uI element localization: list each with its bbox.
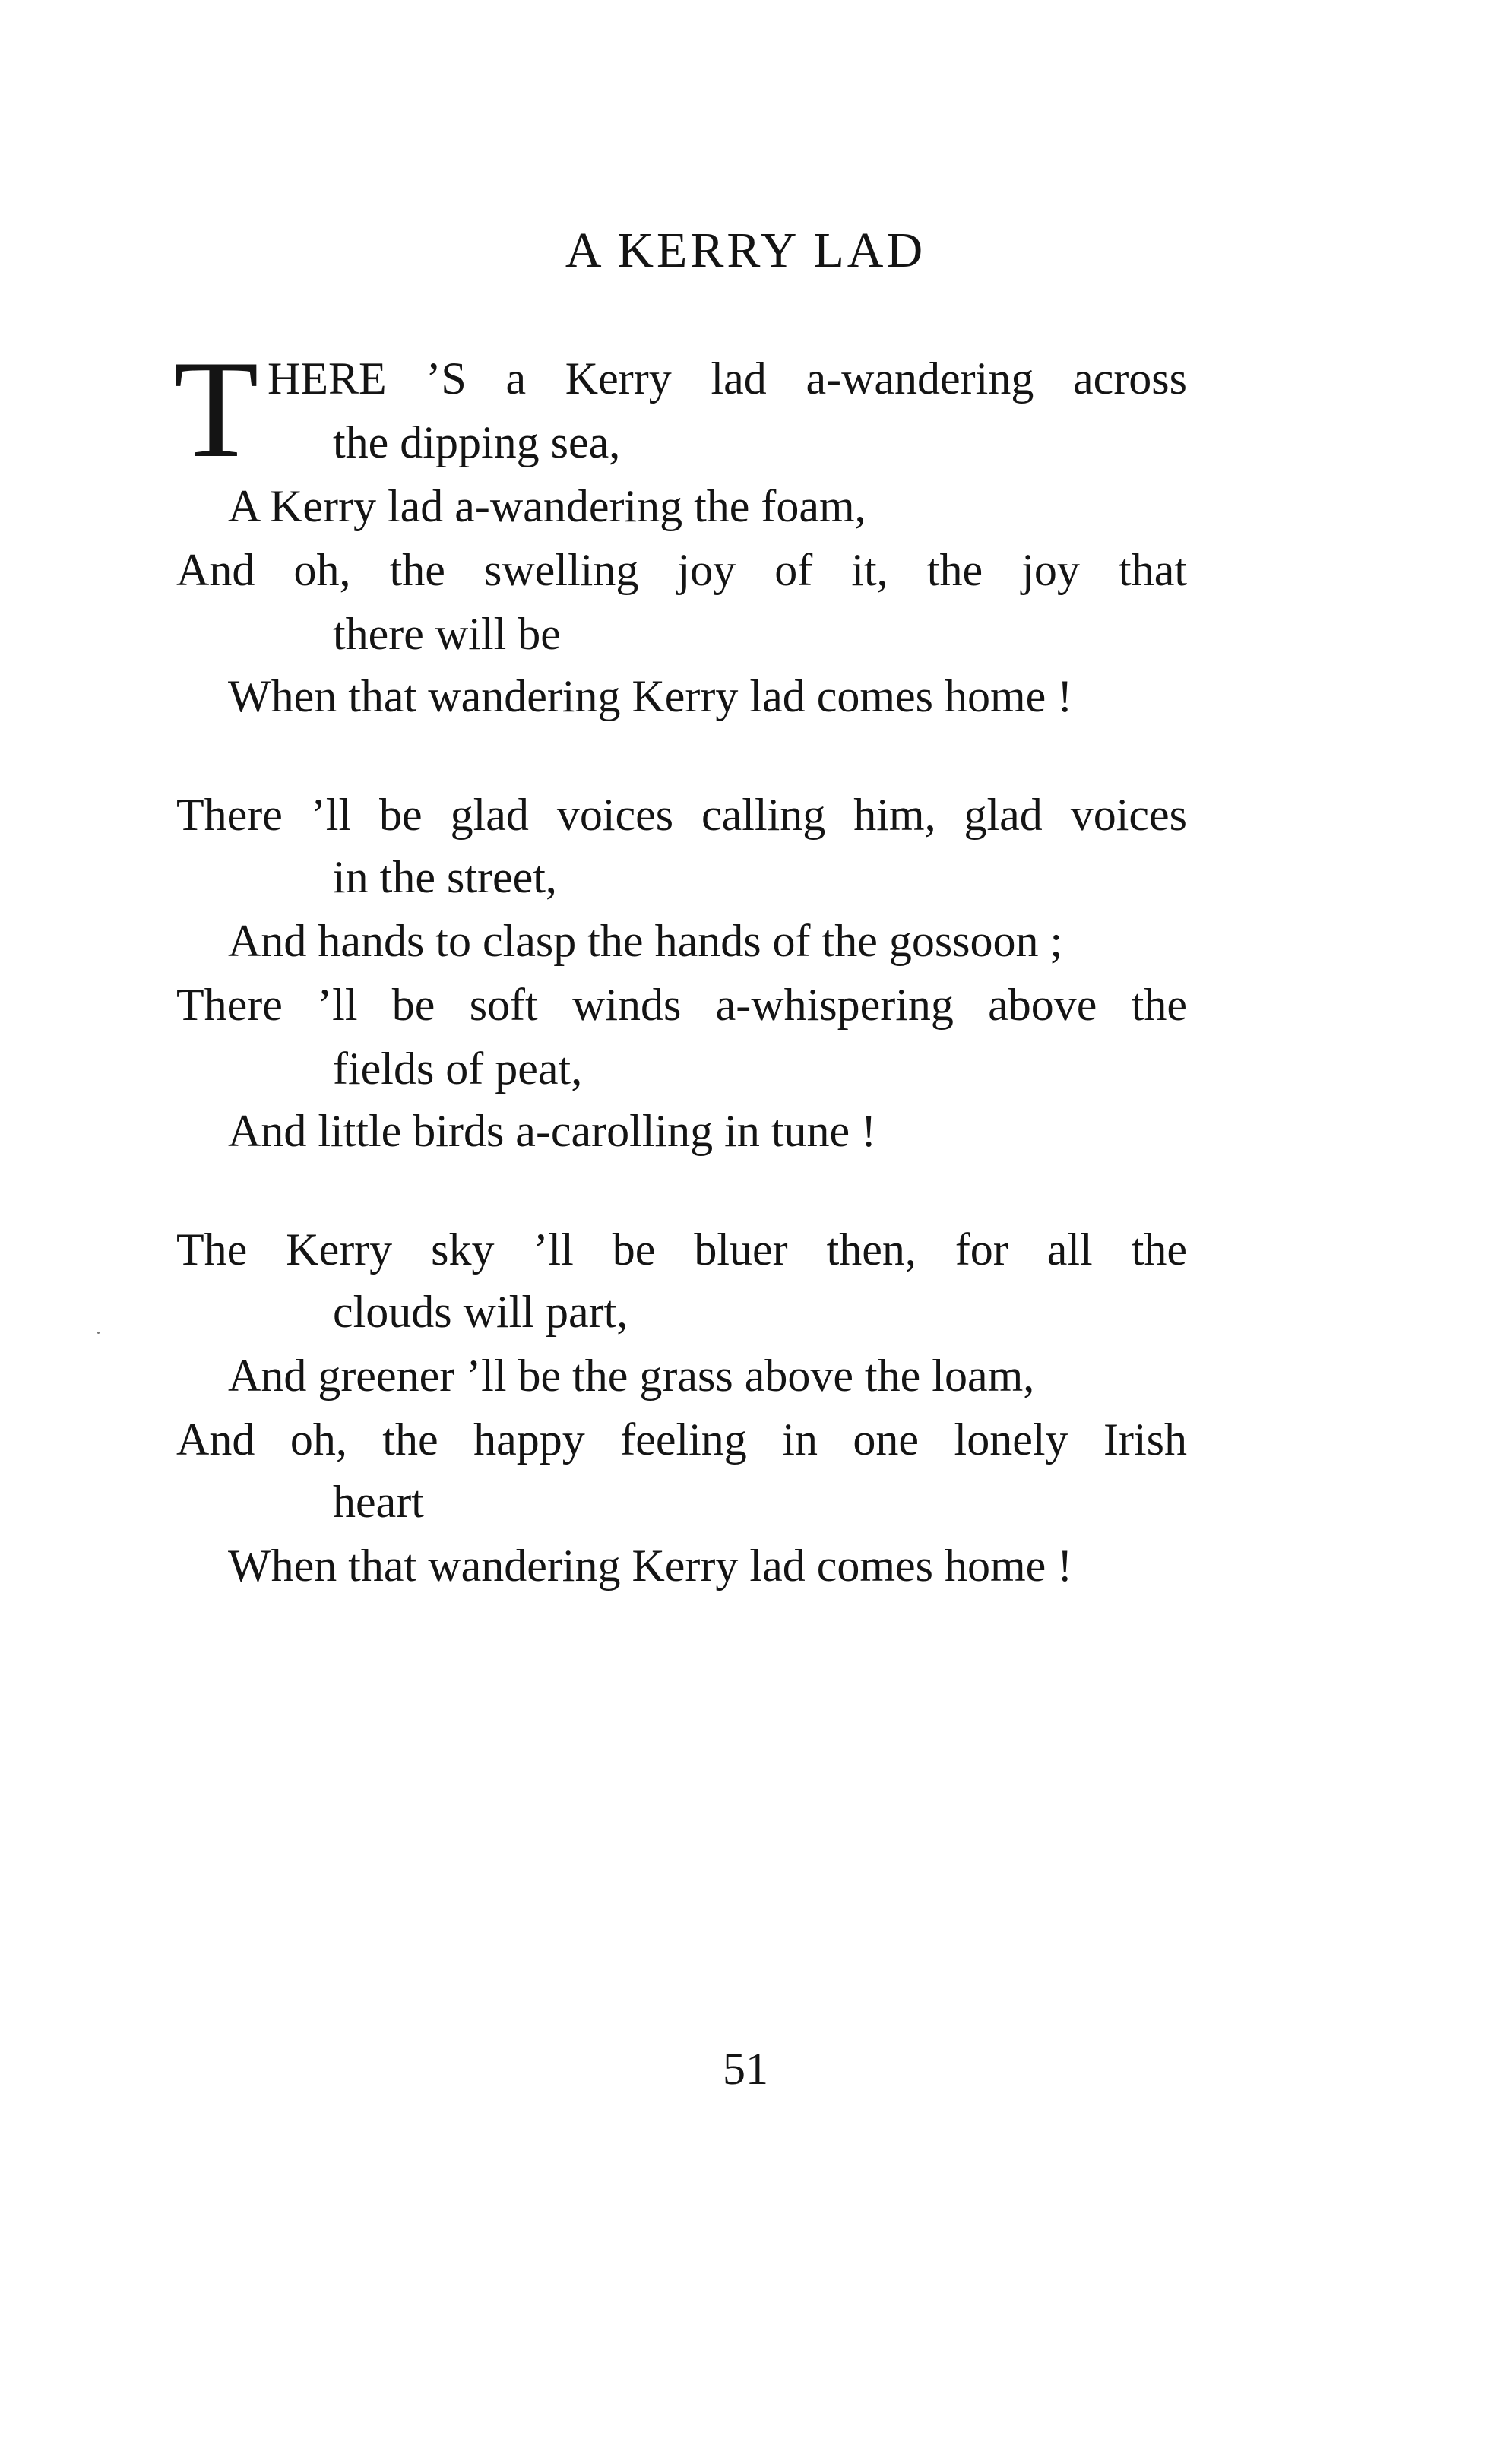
poem-title: A KERRY LAD (565, 223, 926, 278)
stanza-2-line-4: There ’ll be soft winds a-whispering above the (176, 980, 1187, 1030)
stanza-1-line-4: And oh, the swelling joy of it, the joy that (176, 545, 1187, 595)
stanza-2-line-1: There ’ll be glad voices calling him, glad voices (176, 790, 1187, 840)
stanza-1-line-1: HERE ’S a Kerry lad a-wandering across (267, 353, 1187, 404)
stanza-1-line-2: the dipping sea, (333, 417, 621, 467)
stanza-2-line-5: fields of peat, (333, 1044, 583, 1094)
stanza-3-line-5: heart (333, 1477, 424, 1527)
stanza-3-line-2: clouds will part, (333, 1287, 628, 1337)
stanza-3-line-3: And greener ’ll be the grass above the loam, (228, 1351, 1035, 1401)
stanza-1-line-5: there will be (333, 609, 561, 659)
stanza-2-line-2: in the street, (333, 852, 557, 902)
page-number: 51 (723, 2044, 768, 2094)
stanza-1-line-6: When that wandering Kerry lad comes home ! (228, 671, 1073, 721)
drop-cap-letter: T (173, 331, 259, 486)
stanza-3-line-4: And oh, the happy feeling in one lonely Irish (176, 1414, 1187, 1465)
stanza-3-line-6: When that wandering Kerry lad comes home ! (228, 1541, 1073, 1591)
stanza-3-line-1: The Kerry sky ’ll be bluer then, for all the (176, 1224, 1187, 1275)
scan-speck (97, 1332, 100, 1334)
stanza-2-line-6: And little birds a-carolling in tune ! (228, 1106, 877, 1156)
stanza-1-line-3: A Kerry lad a-wandering the foam, (228, 481, 866, 531)
stanza-2-line-3: And hands to clasp the hands of the gossoon ; (228, 916, 1063, 966)
